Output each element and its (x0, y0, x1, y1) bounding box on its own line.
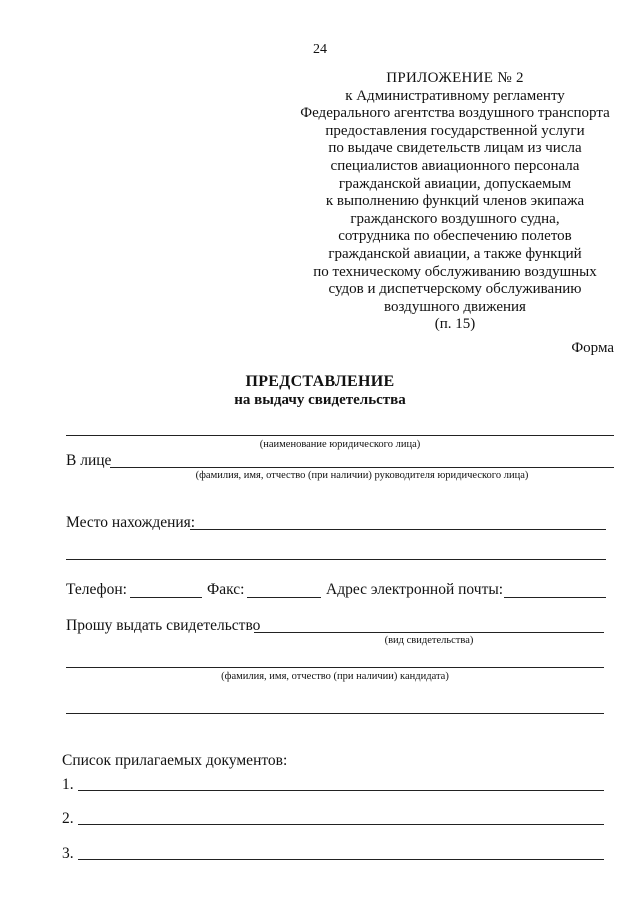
appendix-line: гражданской авиации, а также функций (328, 245, 582, 262)
form-label: Форма (571, 340, 614, 356)
in-person-label: В лице (66, 452, 112, 469)
appendix-line: предоставления государственной услуги (325, 122, 585, 139)
candidate-name-field-extra[interactable] (66, 713, 604, 714)
fax-field[interactable] (247, 597, 321, 598)
appendix-title: ПРИЛОЖЕНИЕ № 2 (386, 70, 524, 86)
location-field[interactable] (190, 529, 606, 530)
attachment-number: 2. (62, 810, 74, 827)
appendix-line: сотрудника по обеспечению полетов (338, 228, 572, 245)
appendix-line: к Административному регламенту (345, 87, 565, 104)
appendix-paragraph-ref: (п. 15) (434, 316, 476, 333)
location-field-extra[interactable] (66, 559, 606, 560)
candidate-name-field[interactable] (66, 667, 604, 668)
appendix-line: воздушного движения (384, 298, 526, 315)
phone-label: Телефон: (66, 581, 127, 598)
email-field[interactable] (504, 597, 606, 598)
legal-entity-caption: (наименование юридического лица) (259, 439, 421, 450)
attachment-field-1[interactable] (78, 790, 604, 791)
head-name-caption: (фамилия, имя, отчество (при наличии) руководителя юридического лица) (195, 470, 529, 481)
appendix-line: гражданской авиации, допускаемым (338, 175, 572, 192)
appendix-line: судов и диспетчерскому обслуживанию (328, 281, 582, 298)
attachment-number: 1. (62, 776, 74, 793)
request-label: Прошу выдать свидетельство (66, 617, 261, 634)
appendix-line: по выдаче свидетельств лицам из числа (328, 140, 582, 157)
email-label: Адрес электронной почты: (326, 581, 504, 598)
appendix-line: Федерального агентства воздушного транспорта (300, 105, 610, 122)
appendix-line: по техническому обслуживанию воздушных (313, 263, 597, 280)
attachments-label: Список прилагаемых документов: (62, 752, 288, 769)
attachment-number: 3. (62, 845, 74, 862)
phone-field[interactable] (130, 597, 202, 598)
certificate-type-field[interactable] (254, 632, 604, 633)
appendix-header (300, 70, 610, 334)
head-name-field[interactable] (110, 467, 614, 468)
legal-entity-field[interactable] (66, 435, 614, 436)
attachment-field-2[interactable] (78, 824, 604, 825)
location-label: Место нахождения: (66, 514, 196, 531)
appendix-line: специалистов авиационного персонала (330, 157, 580, 174)
page-number: 24 (313, 42, 327, 57)
appendix-line: гражданского воздушного судна, (350, 210, 560, 227)
candidate-name-caption: (фамилия, имя, отчество (при наличии) кандидата) (221, 671, 449, 682)
certificate-type-caption: (вид свидетельства) (384, 635, 474, 646)
attachment-field-3[interactable] (78, 859, 604, 860)
document-title: ПРЕДСТАВЛЕНИЕ (245, 373, 395, 390)
appendix-line: к выполнению функций членов экипажа (325, 193, 585, 210)
fax-label: Факс: (207, 581, 245, 598)
document-subtitle: на выдачу свидетельства (234, 392, 406, 408)
